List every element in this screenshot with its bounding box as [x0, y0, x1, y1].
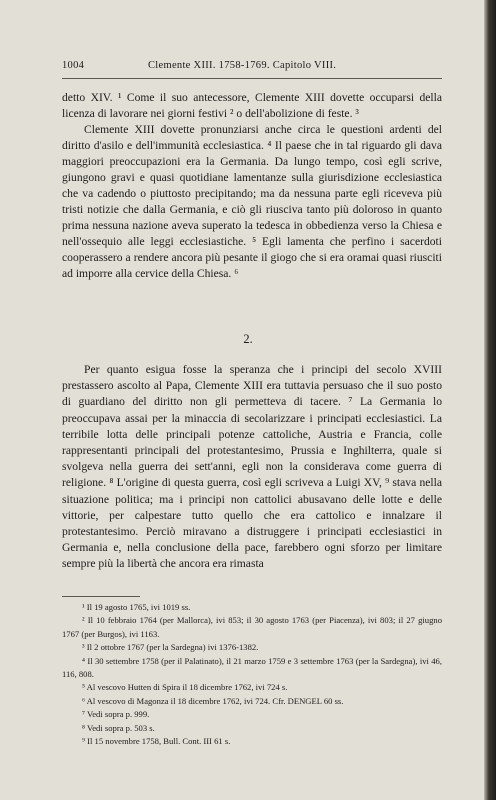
footnote: ⁶ Al vescovo di Magonza il 18 dicembre 1762, ivi 724. Cfr. DENGEL 60 ss. — [82, 695, 344, 706]
footnote: ³ Il 2 ottobre 1767 (per la Sardegna) ivi 1376-1382. — [82, 642, 259, 653]
footnote: ² Il 10 febbraio 1764 (per Mallorca), ivi 853; il 30 agosto 1763 (per Piacenza), ivi 803; il 27 giugno 1767 (per Burgos), ivi 1163. — [62, 615, 442, 639]
section-2-text — [62, 362, 442, 573]
footnote-rule — [62, 596, 140, 597]
page-number: 1004 — [62, 60, 85, 71]
paragraph: Per quanto esigua fosse la speranza che i principi del secolo XVIII prestassero ascolto al Papa, Clemente XIII era tuttavia persuaso che il suo posto di guardiano del diritto non gli permetteva di tacere. ⁷ La Germania lo preoccupava assai per la minaccia di secolarizzare i principati ecclesiastici. La terribile lotta delle principali potenze cattoliche, Austria e Francia, colle rappresentanti principali del protestantesimo, Prussia e Inghilterra, quale si svolgeva nella guerra dei sett'anni, egli non la considerava come guerra di religione. ⁸ L'origine di questa guerra, così egli scriveva a Luigi XV, ⁹ stava nella situazione politica; ma i principi non cattolici abusavano delle lotte e delle vittorie, per calpestare tutto quello che era cattolico e innalzare il protestantesimo. Perciò miravano a distruggere i principati ecclesiastici in Germania e, nella conclusione della pace, farebbero ogni sforzo per limitare sempre più la libertà che ancora era rimasta — [62, 363, 442, 571]
section-1-text — [62, 90, 442, 282]
footnote: ⁸ Vedi sopra p. 503 s. — [82, 722, 155, 733]
running-title: Clemente XIII. 1758-1769. Capitolo VIII. — [148, 60, 337, 71]
paragraph: Clemente XIII dovette pronunziarsi anche circa le questioni ardenti del diritto d'asilo e dell'immunità ecclesiastica. ⁴ Il paese che in tal riguardo gli dava maggiori preoccupazioni era la Germania. Da lungo tempo, così egli scrive, giungono gravi e quasi quotidiane lamentanze sulla giurisdizione ecclesiastica che va cadendo o piuttosto precipitando; ma da nessuna parte egli riceveva più tristi notizie che dalla Germania, e ciò gli riusciva tanto più doloroso in quanto prima nessuna nazione aveva superato la tedesca in obbedienza verso la Chiesa e nell'ossequio alle leggi ecclesiastiche. ⁵ Egli lamenta che perfino i sacerdoti cooperassero a rendere ancora più pesante il giogo che si era oramai quasi riusciti ad imporre alla cervice della Chiesa. ⁶ — [62, 123, 442, 280]
footnote: ¹ Il 19 agosto 1765, ivi 1019 ss. — [82, 602, 191, 612]
header-rule — [62, 78, 442, 79]
footnotes — [62, 601, 442, 748]
section-number: 2. — [243, 332, 253, 346]
footnote: ⁴ Il 30 settembre 1758 (per il Palatinato), il 21 marzo 1759 e 3 settembre 1763 (per la Sardegna), ivi 46, 116, 808. — [62, 655, 442, 680]
footnote: ⁷ Vedi sopra p. 999. — [82, 709, 150, 720]
book-edge-shadow — [484, 0, 496, 800]
footnote: ⁹ Il 15 novembre 1758, Bull. Cont. III 61 s. — [82, 736, 231, 747]
footnote: ⁵ Al vescovo Hutten di Spira il 18 dicembre 1762, ivi 724 s. — [82, 682, 288, 693]
paragraph: detto XIV. ¹ Come il suo antecessore, Clemente XIII dovette occuparsi della licenza di lavorare nei giorni festivi ² o dell'abolizione di feste. ³ — [62, 91, 442, 120]
